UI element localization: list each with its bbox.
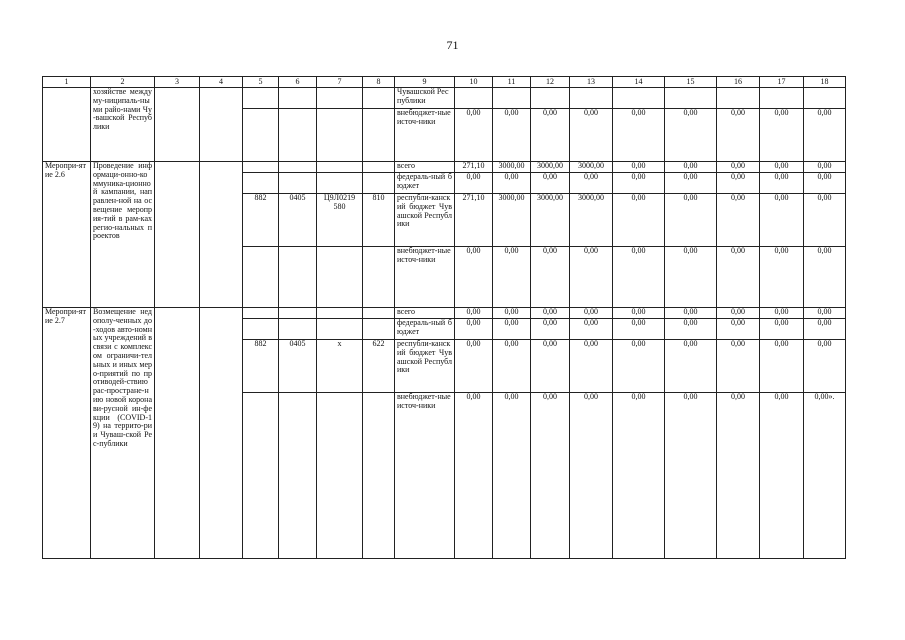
table-cell: [243, 393, 279, 559]
value-cell: 0,00: [804, 340, 846, 393]
value-cell: 0,00: [613, 109, 665, 162]
value-cell: 3000,00: [570, 194, 613, 247]
value-cell: 0,00: [455, 308, 493, 319]
table-cell: [155, 88, 200, 162]
value-cell: 0,00: [613, 319, 665, 340]
table-cell: [317, 173, 363, 194]
value-cell: 3000,00: [570, 162, 613, 173]
column-number: 12: [531, 77, 570, 88]
value-cell: 0,00: [613, 393, 665, 559]
value-cell: [613, 88, 665, 109]
value-cell: 0,00: [665, 308, 717, 319]
column-number: 16: [717, 77, 760, 88]
value-cell: 0,00: [665, 340, 717, 393]
value-cell: 0,00: [717, 247, 760, 308]
table-cell: [279, 88, 317, 109]
value-cell: [570, 88, 613, 109]
header-row: [43, 77, 846, 88]
table-cell: [317, 247, 363, 308]
table-row: [43, 162, 846, 173]
value-cell: 0,00: [570, 319, 613, 340]
source-cell: внебюджет-ные источ-ники: [395, 393, 455, 559]
value-cell: 0,00: [613, 247, 665, 308]
table-cell: [243, 308, 279, 319]
value-cell: 0,00: [804, 308, 846, 319]
value-cell: 0,00: [570, 393, 613, 559]
value-cell: 0,00: [531, 340, 570, 393]
expense-type-cell: 810: [363, 194, 395, 247]
measure-name-cell: Возмещение недополу-ченных до-ходов авто-номных учреждений в связи с комплексом ограничи-тельных и иных меро-приятий по противодей-ствию рас-простране-нию новой коронави-русной ин-фекции (COVID-19) на террито-рии Чуваш-ской Рес-публики: [91, 308, 155, 559]
value-cell: 0,00».: [804, 393, 846, 559]
column-number: 1: [43, 77, 91, 88]
value-cell: 0,00: [493, 393, 531, 559]
value-cell: 3000,00: [493, 162, 531, 173]
table-cell: [279, 393, 317, 559]
value-cell: 0,00: [493, 308, 531, 319]
source-cell: внебюджет-ные источ-ники: [395, 247, 455, 308]
value-cell: 0,00: [531, 308, 570, 319]
column-number: 17: [760, 77, 804, 88]
value-cell: 0,00: [455, 340, 493, 393]
column-number: 11: [493, 77, 531, 88]
value-cell: 0,00: [613, 194, 665, 247]
value-cell: 0,00: [493, 247, 531, 308]
value-cell: 0,00: [760, 109, 804, 162]
table-cell: [317, 162, 363, 173]
table-cell: [363, 173, 395, 194]
value-cell: 0,00: [613, 308, 665, 319]
value-cell: 0,00: [531, 319, 570, 340]
expense-type-cell: 622: [363, 340, 395, 393]
table-cell: [243, 247, 279, 308]
value-cell: [804, 88, 846, 109]
budget-table: [42, 76, 846, 559]
table-cell: [317, 88, 363, 109]
column-number: 14: [613, 77, 665, 88]
table-cell: [363, 247, 395, 308]
column-number: 9: [395, 77, 455, 88]
value-cell: 0,00: [493, 173, 531, 194]
value-cell: 0,00: [531, 247, 570, 308]
value-cell: 0,00: [804, 319, 846, 340]
value-cell: 0,00: [665, 393, 717, 559]
table-cell: [317, 393, 363, 559]
source-cell: республи-канский бюджет Чувашской Республики: [395, 194, 455, 247]
value-cell: 0,00: [760, 173, 804, 194]
target-article-cell: х: [317, 340, 363, 393]
column-number: 18: [804, 77, 846, 88]
value-cell: 0,00: [717, 340, 760, 393]
table-row: [43, 308, 846, 319]
value-cell: 0,00: [717, 194, 760, 247]
table-cell: [243, 173, 279, 194]
section-cell: 0405: [279, 194, 317, 247]
measure-label-cell: [43, 88, 91, 162]
value-cell: 0,00: [760, 308, 804, 319]
grbs-cell: 882: [243, 194, 279, 247]
source-cell: федераль-ный бюджет: [395, 319, 455, 340]
value-cell: 0,00: [455, 319, 493, 340]
value-cell: 0,00: [665, 247, 717, 308]
source-cell: всего: [395, 162, 455, 173]
value-cell: 271,10: [455, 194, 493, 247]
value-cell: 0,00: [570, 247, 613, 308]
value-cell: 0,00: [760, 162, 804, 173]
table-row: [43, 88, 846, 109]
value-cell: 0,00: [531, 173, 570, 194]
value-cell: 0,00: [804, 173, 846, 194]
grbs-cell: 882: [243, 340, 279, 393]
table-cell: [317, 109, 363, 162]
value-cell: 0,00: [570, 308, 613, 319]
source-cell: Чувашской Республики: [395, 88, 455, 109]
value-cell: 0,00: [760, 247, 804, 308]
page-number: 71: [446, 38, 459, 52]
table-cell: [279, 173, 317, 194]
value-cell: 3000,00: [531, 194, 570, 247]
source-cell: внебюджет-ные источ-ники: [395, 109, 455, 162]
value-cell: 0,00: [613, 173, 665, 194]
value-cell: 0,00: [455, 393, 493, 559]
column-number: 3: [155, 77, 200, 88]
value-cell: 0,00: [570, 173, 613, 194]
measure-label-cell: Меропри-ятие 2.7: [43, 308, 91, 559]
value-cell: 0,00: [717, 308, 760, 319]
table-cell: [243, 109, 279, 162]
column-number: 7: [317, 77, 363, 88]
value-cell: 0,00: [665, 109, 717, 162]
column-number: 13: [570, 77, 613, 88]
value-cell: 0,00: [760, 319, 804, 340]
value-cell: 0,00: [455, 109, 493, 162]
value-cell: 0,00: [613, 162, 665, 173]
table-cell: [243, 162, 279, 173]
table-cell: [279, 308, 317, 319]
value-cell: 0,00: [613, 340, 665, 393]
table-cell: [363, 308, 395, 319]
value-cell: 0,00: [531, 393, 570, 559]
table-cell: [200, 162, 243, 308]
column-number: 4: [200, 77, 243, 88]
value-cell: 271,10: [455, 162, 493, 173]
value-cell: 0,00: [493, 319, 531, 340]
table-cell: [243, 319, 279, 340]
value-cell: 3000,00: [531, 162, 570, 173]
value-cell: 0,00: [804, 247, 846, 308]
source-cell: всего: [395, 308, 455, 319]
table-cell: [363, 393, 395, 559]
value-cell: 0,00: [717, 162, 760, 173]
value-cell: 0,00: [804, 194, 846, 247]
table-cell: [243, 88, 279, 109]
value-cell: 0,00: [717, 173, 760, 194]
table-cell: [363, 162, 395, 173]
value-cell: 0,00: [665, 194, 717, 247]
value-cell: 0,00: [804, 109, 846, 162]
column-number: 15: [665, 77, 717, 88]
value-cell: 0,00: [493, 109, 531, 162]
value-cell: 0,00: [455, 247, 493, 308]
value-cell: 0,00: [717, 393, 760, 559]
table-cell: [200, 308, 243, 559]
measure-name-cell: хозяйстве между му-ниципаль-ными райо-нами Чу-вашской Республики: [91, 88, 155, 162]
value-cell: 0,00: [665, 173, 717, 194]
table-cell: [279, 109, 317, 162]
value-cell: 0,00: [717, 319, 760, 340]
table-cell: [363, 109, 395, 162]
table-cell: [200, 88, 243, 162]
value-cell: [455, 88, 493, 109]
value-cell: [665, 88, 717, 109]
table-cell: [279, 247, 317, 308]
value-cell: 3000,00: [493, 194, 531, 247]
value-cell: 0,00: [665, 162, 717, 173]
section-cell: 0405: [279, 340, 317, 393]
value-cell: 0,00: [665, 319, 717, 340]
table-cell: [279, 162, 317, 173]
target-article-cell: Ц9Л0219 580: [317, 194, 363, 247]
value-cell: 0,00: [531, 109, 570, 162]
value-cell: 0,00: [760, 393, 804, 559]
column-number: 8: [363, 77, 395, 88]
column-number: 5: [243, 77, 279, 88]
table-cell: [317, 308, 363, 319]
table-cell: [279, 319, 317, 340]
table-cell: [363, 319, 395, 340]
value-cell: 0,00: [455, 173, 493, 194]
column-number: 2: [91, 77, 155, 88]
value-cell: 0,00: [760, 194, 804, 247]
column-number: 6: [279, 77, 317, 88]
value-cell: 0,00: [570, 340, 613, 393]
table-cell: [155, 162, 200, 308]
value-cell: 0,00: [570, 109, 613, 162]
value-cell: [717, 88, 760, 109]
value-cell: 0,00: [493, 340, 531, 393]
value-cell: [493, 88, 531, 109]
table-cell: [363, 88, 395, 109]
measure-name-cell: Проведение информаци-онно-коммуника-ционной кампании, направлен-ной на освещение мероприя-тий в рам-ках регио-нальных проектов: [91, 162, 155, 308]
value-cell: [531, 88, 570, 109]
source-cell: республи-канский бюджет Чувашской Республики: [395, 340, 455, 393]
measure-label-cell: Меропри-ятие 2.6: [43, 162, 91, 308]
value-cell: [760, 88, 804, 109]
table-cell: [155, 308, 200, 559]
table-cell: [317, 319, 363, 340]
value-cell: 0,00: [760, 340, 804, 393]
source-cell: федераль-ный бюджет: [395, 173, 455, 194]
value-cell: 0,00: [804, 162, 846, 173]
value-cell: 0,00: [717, 109, 760, 162]
column-number: 10: [455, 77, 493, 88]
